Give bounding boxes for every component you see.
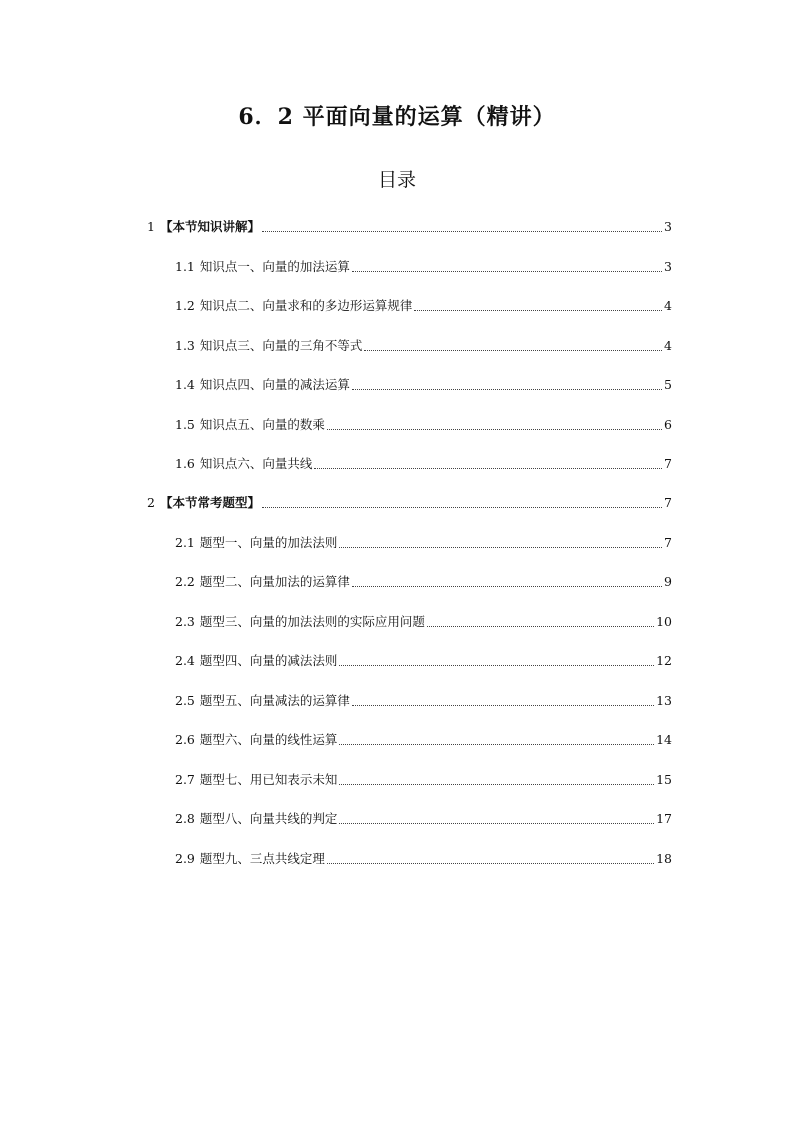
toc-entry-number: 2 — [147, 495, 155, 510]
toc-entry-2-9[interactable] — [175, 850, 672, 868]
toc-entry-number: 1.6 — [175, 456, 195, 471]
toc-entry-page: 4 — [664, 338, 672, 353]
dot-leader — [314, 468, 662, 469]
dot-leader — [427, 626, 654, 627]
toc-entry-title: 【本节常考题型】 — [159, 495, 260, 510]
dot-leader — [339, 744, 654, 745]
dot-leader — [262, 231, 662, 232]
toc-entry-number: 1.4 — [175, 377, 195, 392]
toc-entry-page: 7 — [664, 456, 672, 471]
toc-entry-page: 7 — [664, 495, 672, 510]
toc-entry-1-4[interactable] — [175, 376, 672, 394]
document-title: 6．2 平面向量的运算（精讲） — [238, 104, 556, 130]
dot-leader — [327, 429, 662, 430]
dot-leader — [339, 784, 654, 785]
toc-entry-number: 1 — [147, 219, 155, 234]
dot-leader — [414, 310, 662, 311]
toc-entry-title: 知识点二、向量求和的多边形运算规律 — [199, 298, 413, 313]
dot-leader — [327, 863, 654, 864]
toc-entry-1-5[interactable] — [175, 416, 672, 434]
toc-entry-number: 2.3 — [175, 614, 195, 629]
toc-entry-number: 2.9 — [175, 851, 195, 866]
toc-entry-number: 2.8 — [175, 811, 195, 826]
dot-leader — [352, 271, 662, 272]
toc-entry-page: 18 — [656, 851, 672, 866]
dot-leader — [352, 705, 654, 706]
toc-entry-1-1[interactable] — [175, 258, 672, 276]
toc-entry-title: 题型一、向量的加法法则 — [199, 535, 338, 550]
toc-entry-2[interactable] — [147, 494, 672, 512]
toc-entry-number: 2.5 — [175, 693, 195, 708]
dot-leader — [364, 350, 662, 351]
toc-entry-title: 知识点六、向量共线 — [199, 456, 313, 471]
toc-entry-title: 知识点四、向量的减法运算 — [199, 377, 350, 392]
toc-entry-2-4[interactable] — [175, 652, 672, 670]
toc-entry-2-6[interactable] — [175, 731, 672, 749]
toc-entry-number: 1.2 — [175, 298, 195, 313]
toc-entry-1-6[interactable] — [175, 455, 672, 473]
toc-entry-number: 2.1 — [175, 535, 195, 550]
toc-entry-page: 9 — [664, 574, 672, 589]
toc-entry-title: 题型六、向量的线性运算 — [199, 732, 338, 747]
toc-entry-page: 14 — [656, 732, 672, 747]
dot-leader — [339, 547, 662, 548]
toc-entry-1-2[interactable] — [175, 297, 672, 315]
toc-entry-page: 6 — [664, 417, 672, 432]
toc-entry-title: 知识点一、向量的加法运算 — [199, 259, 350, 274]
toc-entry-page: 7 — [664, 535, 672, 550]
toc-entry-title: 题型九、三点共线定理 — [199, 851, 325, 866]
toc-entry-title: 知识点五、向量的数乘 — [199, 417, 325, 432]
toc-entry-title: 题型五、向量减法的运算律 — [199, 693, 350, 708]
toc-entry-number: 1.5 — [175, 417, 195, 432]
toc-entry-title: 题型二、向量加法的运算律 — [199, 574, 350, 589]
toc-entry-1[interactable] — [147, 218, 672, 236]
toc-entry-page: 3 — [664, 219, 672, 234]
toc-entry-2-2[interactable] — [175, 573, 672, 591]
toc-heading: 目录 — [377, 169, 416, 191]
toc-entry-page: 17 — [656, 811, 672, 826]
toc-entry-title: 题型八、向量共线的判定 — [199, 811, 338, 826]
dot-leader — [262, 507, 662, 508]
toc-entry-page: 5 — [664, 377, 672, 392]
toc-entry-number: 1.1 — [175, 259, 195, 274]
toc-entry-number: 2.2 — [175, 574, 195, 589]
toc-entry-number: 2.6 — [175, 732, 195, 747]
dot-leader — [352, 389, 662, 390]
toc-entry-2-1[interactable] — [175, 534, 672, 552]
toc-entry-page: 12 — [656, 653, 672, 668]
toc-entry-2-7[interactable] — [175, 771, 672, 789]
dot-leader — [352, 586, 662, 587]
dot-leader — [339, 665, 654, 666]
toc-entry-page: 3 — [664, 259, 672, 274]
toc-entry-page: 4 — [664, 298, 672, 313]
toc-entry-page: 10 — [656, 614, 672, 629]
toc-entry-title: 题型七、用已知表示未知 — [199, 772, 338, 787]
toc-entry-number: 1.3 — [175, 338, 195, 353]
toc-entry-2-5[interactable] — [175, 692, 672, 710]
toc-entry-title: 题型四、向量的减法法则 — [199, 653, 338, 668]
toc-entry-number: 2.4 — [175, 653, 195, 668]
dot-leader — [339, 823, 654, 824]
toc-entry-title: 题型三、向量的加法法则的实际应用问题 — [199, 614, 425, 629]
toc-entry-title: 知识点三、向量的三角不等式 — [199, 338, 363, 353]
toc-entry-page: 13 — [656, 693, 672, 708]
toc-entry-2-8[interactable] — [175, 810, 672, 828]
toc-entry-page: 15 — [656, 772, 672, 787]
toc-entry-number: 2.7 — [175, 772, 195, 787]
toc-entry-2-3[interactable] — [175, 613, 672, 631]
toc-entry-title: 【本节知识讲解】 — [159, 219, 260, 234]
toc-entry-1-3[interactable] — [175, 337, 672, 355]
